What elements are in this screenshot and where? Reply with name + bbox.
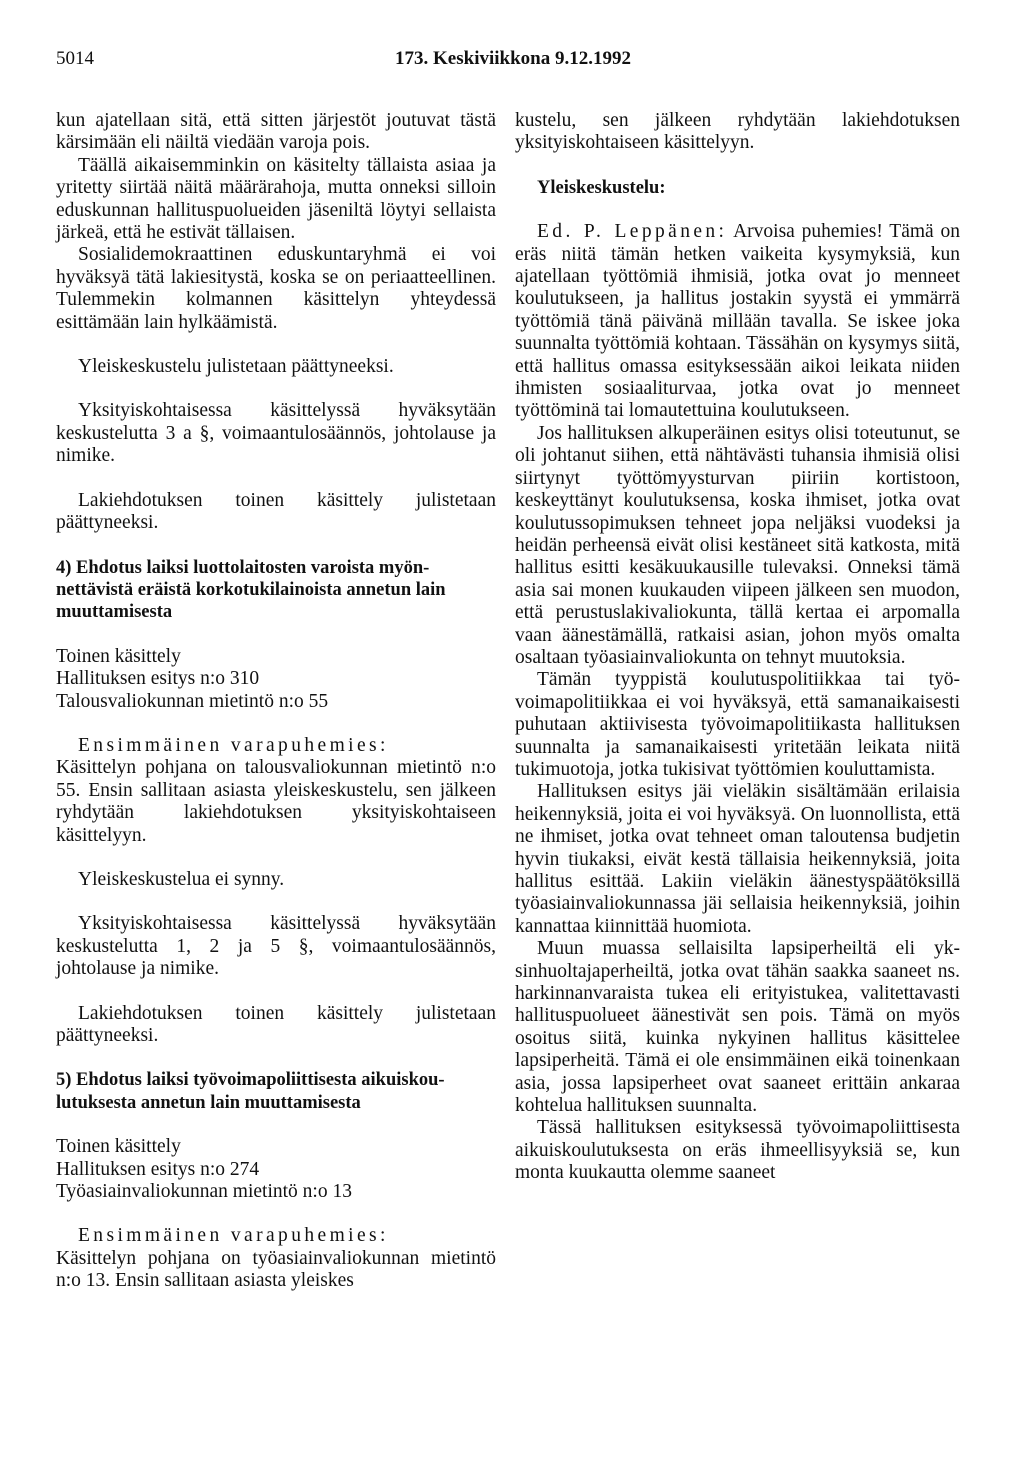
paragraph: Lakiehdotuksen toinen käsittely julistetaan päättyneeksi. xyxy=(56,489,496,534)
paragraph: Yleiskeskustelua ei synny. xyxy=(78,868,285,890)
paragraph: Täällä aikaisemminkin on käsitelty tällaista asiaa ja yritetty siirtää näitä määrärahoja, mutta onneksi silloin eduskunnan hallituspuolueiden jäseniltä löytyi sellaista järkeä, että he estivät tällaisen. xyxy=(56,154,496,244)
left-column xyxy=(56,110,496,1293)
right-column xyxy=(515,110,960,1185)
session-date: 173. Keskiviikkona 9.12.1992 xyxy=(395,48,631,69)
paragraph: Lakiehdotuksen toinen käsittely julistetaan päättyneeksi. xyxy=(56,1002,496,1046)
paragraph: Tämän tyyppistä koulutuspolitiikkaa tai työvoimapolitiikkaa ei voi hyväksyä, että samanaikaisesti puhutaan aktiivisesta työvoimapolitiikasta hallituksen suunnalta ja samanaikaisesti yritetään leikata niitä tukimuotoja, jotka tukisivat työttömien kouluttamista. xyxy=(515,669,960,780)
paragraph: kun ajatellaan sitä, että sitten järjestöt joutuvat tästä kärsimään eli näiltä viedään varoja pois. xyxy=(56,110,496,154)
paragraph: Yleiskeskustelu julistetaan päättyneeksi. xyxy=(78,356,394,378)
paragraph: Hallituksen esitys jäi vieläkin sisältämään erilaisia heikennyksiä, joita ei voi hyväksyä. On luonnollista, että ne ihmiset, jotka ovat tehneet oman taloutensa budjetin hyvin tiukaksi, eivät kestä tällaisia heikennyksiä, joita hallitus esittää. Lakiin vieläkin äänestyspäätöksillä työasiainvaliokunnassa jäi sellaisia heikennyksiä, joihin kannattaa kiinnittää huomiota. xyxy=(515,781,960,937)
paragraph: Jos hallituksen alkuperäinen esitys olisi toteutunut, se oli johtanut siihen, että nähtävästi tuhansia ihmisiä olisi siirtynyt työttömyysturvan piiriin kortistoon, keskeyttänyt koulutuksensa, koska ihmiset, jotka ovat koulutussopimuksen tehneet jopa neljäksi vuodeksi ja heidän perheensä eivät olisi kestäneet sitä katkosta, mitä hallitus esitti kesäkuukausille tulevaksi. Onneksi tämä asia sai monen kuukauden viipeen jälkeen sen muodon, että perustuslakivaliokunta, tällä kertaa ei arpomalla vaan äänestämällä, ratkaisi asian, johon myös omalta osaltaan työasiainvaliokunta on tehnyt muutoksia. xyxy=(515,422,960,668)
paragraph: kustelu, sen jälkeen ryhdytään lakiehdotuksen yksityiskohtaiseen käsittelyyn. xyxy=(515,110,960,154)
speaker-name: Ensimmäinen varapuhemies: xyxy=(78,1225,389,1247)
agenda-item-heading: 4) Ehdotus laiksi luottolaitosten varoista myönnettävistä eräistä korkotukilainoista annetun lain muuttamisesta xyxy=(56,557,446,623)
detail-line: Toinen käsittely xyxy=(56,645,181,667)
paragraph: Yksityiskohtaisessa käsittelyssä hyväksytään keskustelutta 3 a §, voimaantulosäännös, johtolause ja nimike. xyxy=(56,400,496,467)
speaker-name: Ed. P. Leppänen: xyxy=(537,221,728,243)
detail-line: Työasiainvaliokunnan mietintö n:o 13 xyxy=(56,1181,352,1203)
page-header xyxy=(56,48,970,76)
detail-line: Hallituksen esitys n:o 310 xyxy=(56,668,260,690)
detail-line: Talousvaliokunnan mietintö n:o 55 xyxy=(56,690,329,712)
paragraph: Sosialidemokraattinen eduskuntaryhmä ei voi hyväksyä tätä lakiesitystä, koska se on periaatteellinen. Tulemmekin kolmannen käsittelyn yhteydessä esittämään lain hylkäämistä. xyxy=(56,244,496,333)
paragraph: Yksityiskohtaisessa käsittelyssä hyväksytään keskustelutta 1, 2 ja 5 §, voimaantulosäännös, johtolause ja nimike. xyxy=(56,913,496,980)
paragraph: Tässä hallituksen esityksessä työvoimapoliittisesta aikuiskoulutuksesta on eräs ihmeellisyyksiä se, kun monta kuukautta olemme saaneet xyxy=(515,1117,960,1184)
detail-line: Toinen käsittely xyxy=(56,1136,181,1158)
speech: Käsittelyn pohjana on työasiainvaliokunnan mietintö n:o 13. Ensin sallitaan asiasta yleiskes xyxy=(56,1247,496,1292)
page-number: 5014 xyxy=(56,48,94,69)
agenda-item-details xyxy=(56,646,496,713)
speech: Käsittelyn pohjana on talousvaliokunnan mietintö n:o 55. Ensin sallitaan asiasta yleiskeskustelu, sen jälkeen ryhdytään lakiehdotuksen yksityiskohtaiseen käsittelyyn. xyxy=(56,757,496,846)
speaker-name: Ensimmäinen varapuhemies: xyxy=(78,734,389,756)
paragraph: Muun muassa sellaisilta lapsiperheiltä eli yksinhuoltajaperheiltä, jotka ovat tähän saakka saaneet ns. harkinnanvaraista tukea eli erityistukea, valitettavasti hallituspuolueet äänestivät sen pois. Tämä on myös osoitus siitä, kuinka nykyinen hallitus käsittelee lapsiperheitä. Tämä ei ole ensimmäinen eikä toinenkaan asia, jossa lapsiperheet ovat saaneet erittäin ankaraa kohtelua hallituksen suunnalta. xyxy=(515,938,960,1117)
speech: Arvoisa puhemies! Tämä on eräs niitä tämän hetken vaikeita kysymyksiä, kun ajatellaan työttömiä ihmisiä, jotka ovat jo menneet koulutukseen, ja hallitus jostakin syystä ei ymmärrä työttömiä tänä päivänä millään tavalla. Se iskee joka suunnalta työttömiä kohtaan. Tässähän on kysymys siitä, että hallitus omassa esityksessään aikoi leikata niiden ihmisten sosiaaliturvaa, jotka ovat jo menneet työttöminä tai lomautettuina koulutukseen. xyxy=(515,221,960,422)
speech-opening xyxy=(515,221,960,423)
detail-line: Hallituksen esitys n:o 274 xyxy=(56,1158,260,1180)
section-subheading: Yleiskeskustelu: xyxy=(537,177,666,198)
agenda-item-heading: 5) Ehdotus laiksi työvoimapoliittisesta aikuiskoulutuksesta annetun lain muuttamisesta xyxy=(56,1070,445,1113)
agenda-item-details xyxy=(56,1136,496,1203)
